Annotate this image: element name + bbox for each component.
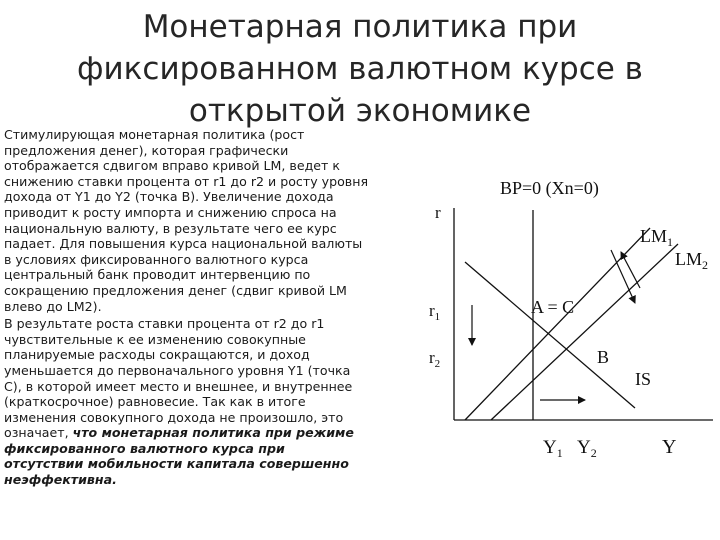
slide-body (4, 127, 428, 488)
x-axis-label: Y (662, 436, 677, 458)
is-label: IS (635, 369, 652, 389)
is-lm-bp-diagram (425, 170, 720, 470)
body-paragraph-2-text: В результате роста ставки процента от r2 до r1 чувствительные к ее изменению совокупные планируемые расходы сокращаются, и доход уменьшается до первоначального уровня Y1 (точка С), в которой имеет место и внешнее, и внутреннее (краткосрочное) равновесие. Так как в итоге изменения совокупного дохода не произошло, это означает, (4, 316, 353, 441)
bp-label: BP=0 (Xn=0) (500, 178, 599, 198)
y2-label: $Y_2$ (577, 437, 597, 460)
is-curve (465, 262, 635, 408)
body-paragraph-1: Стимулирующая монетарная политика (рост предложения денег), которая графически отображается сдвигом вправо кривой LM, ведет к снижению ставки процента от r1 до r2 и росту уровня дохода от Y1 до Y2 (точка B). Увеличение дохода приводит к росту импорта и снижению спроса на национальную валюту, в результате чего ее курс падает. Для повышения курса национальной валюты в условиях фиксированного валютного курса центральный банк проводит интервенцию по сокращению предложения денег (сдвиг кривой LM влево до LM2). (4, 127, 369, 314)
slide-title (40, 6, 680, 132)
y-axis-label: r (435, 203, 441, 222)
point-a-c-label: A = C (531, 297, 575, 317)
point-b-label: B (597, 347, 610, 367)
body-paragraph-2 (4, 316, 428, 488)
lm-shift-left-arrow (621, 252, 640, 288)
body-paragraph-2-conclusion: что монетарная политика при режиме фиксированного валютного курса при отсутствии мобильности капитала совершенно неэффективна. (4, 425, 354, 488)
lm1-curve (465, 228, 650, 420)
lm2-curve (491, 244, 678, 420)
lm2-label: $LM_2$ (675, 249, 708, 272)
r1-label: $r_1$ (429, 301, 441, 323)
y1-label: $Y_1$ (543, 437, 563, 460)
r2-label: $r_2$ (429, 348, 441, 370)
lm1-label: $LM_1$ (640, 226, 673, 249)
slide-title-text: Монетарная политика при фиксированном валютном курсе в открытой экономике (77, 9, 643, 129)
